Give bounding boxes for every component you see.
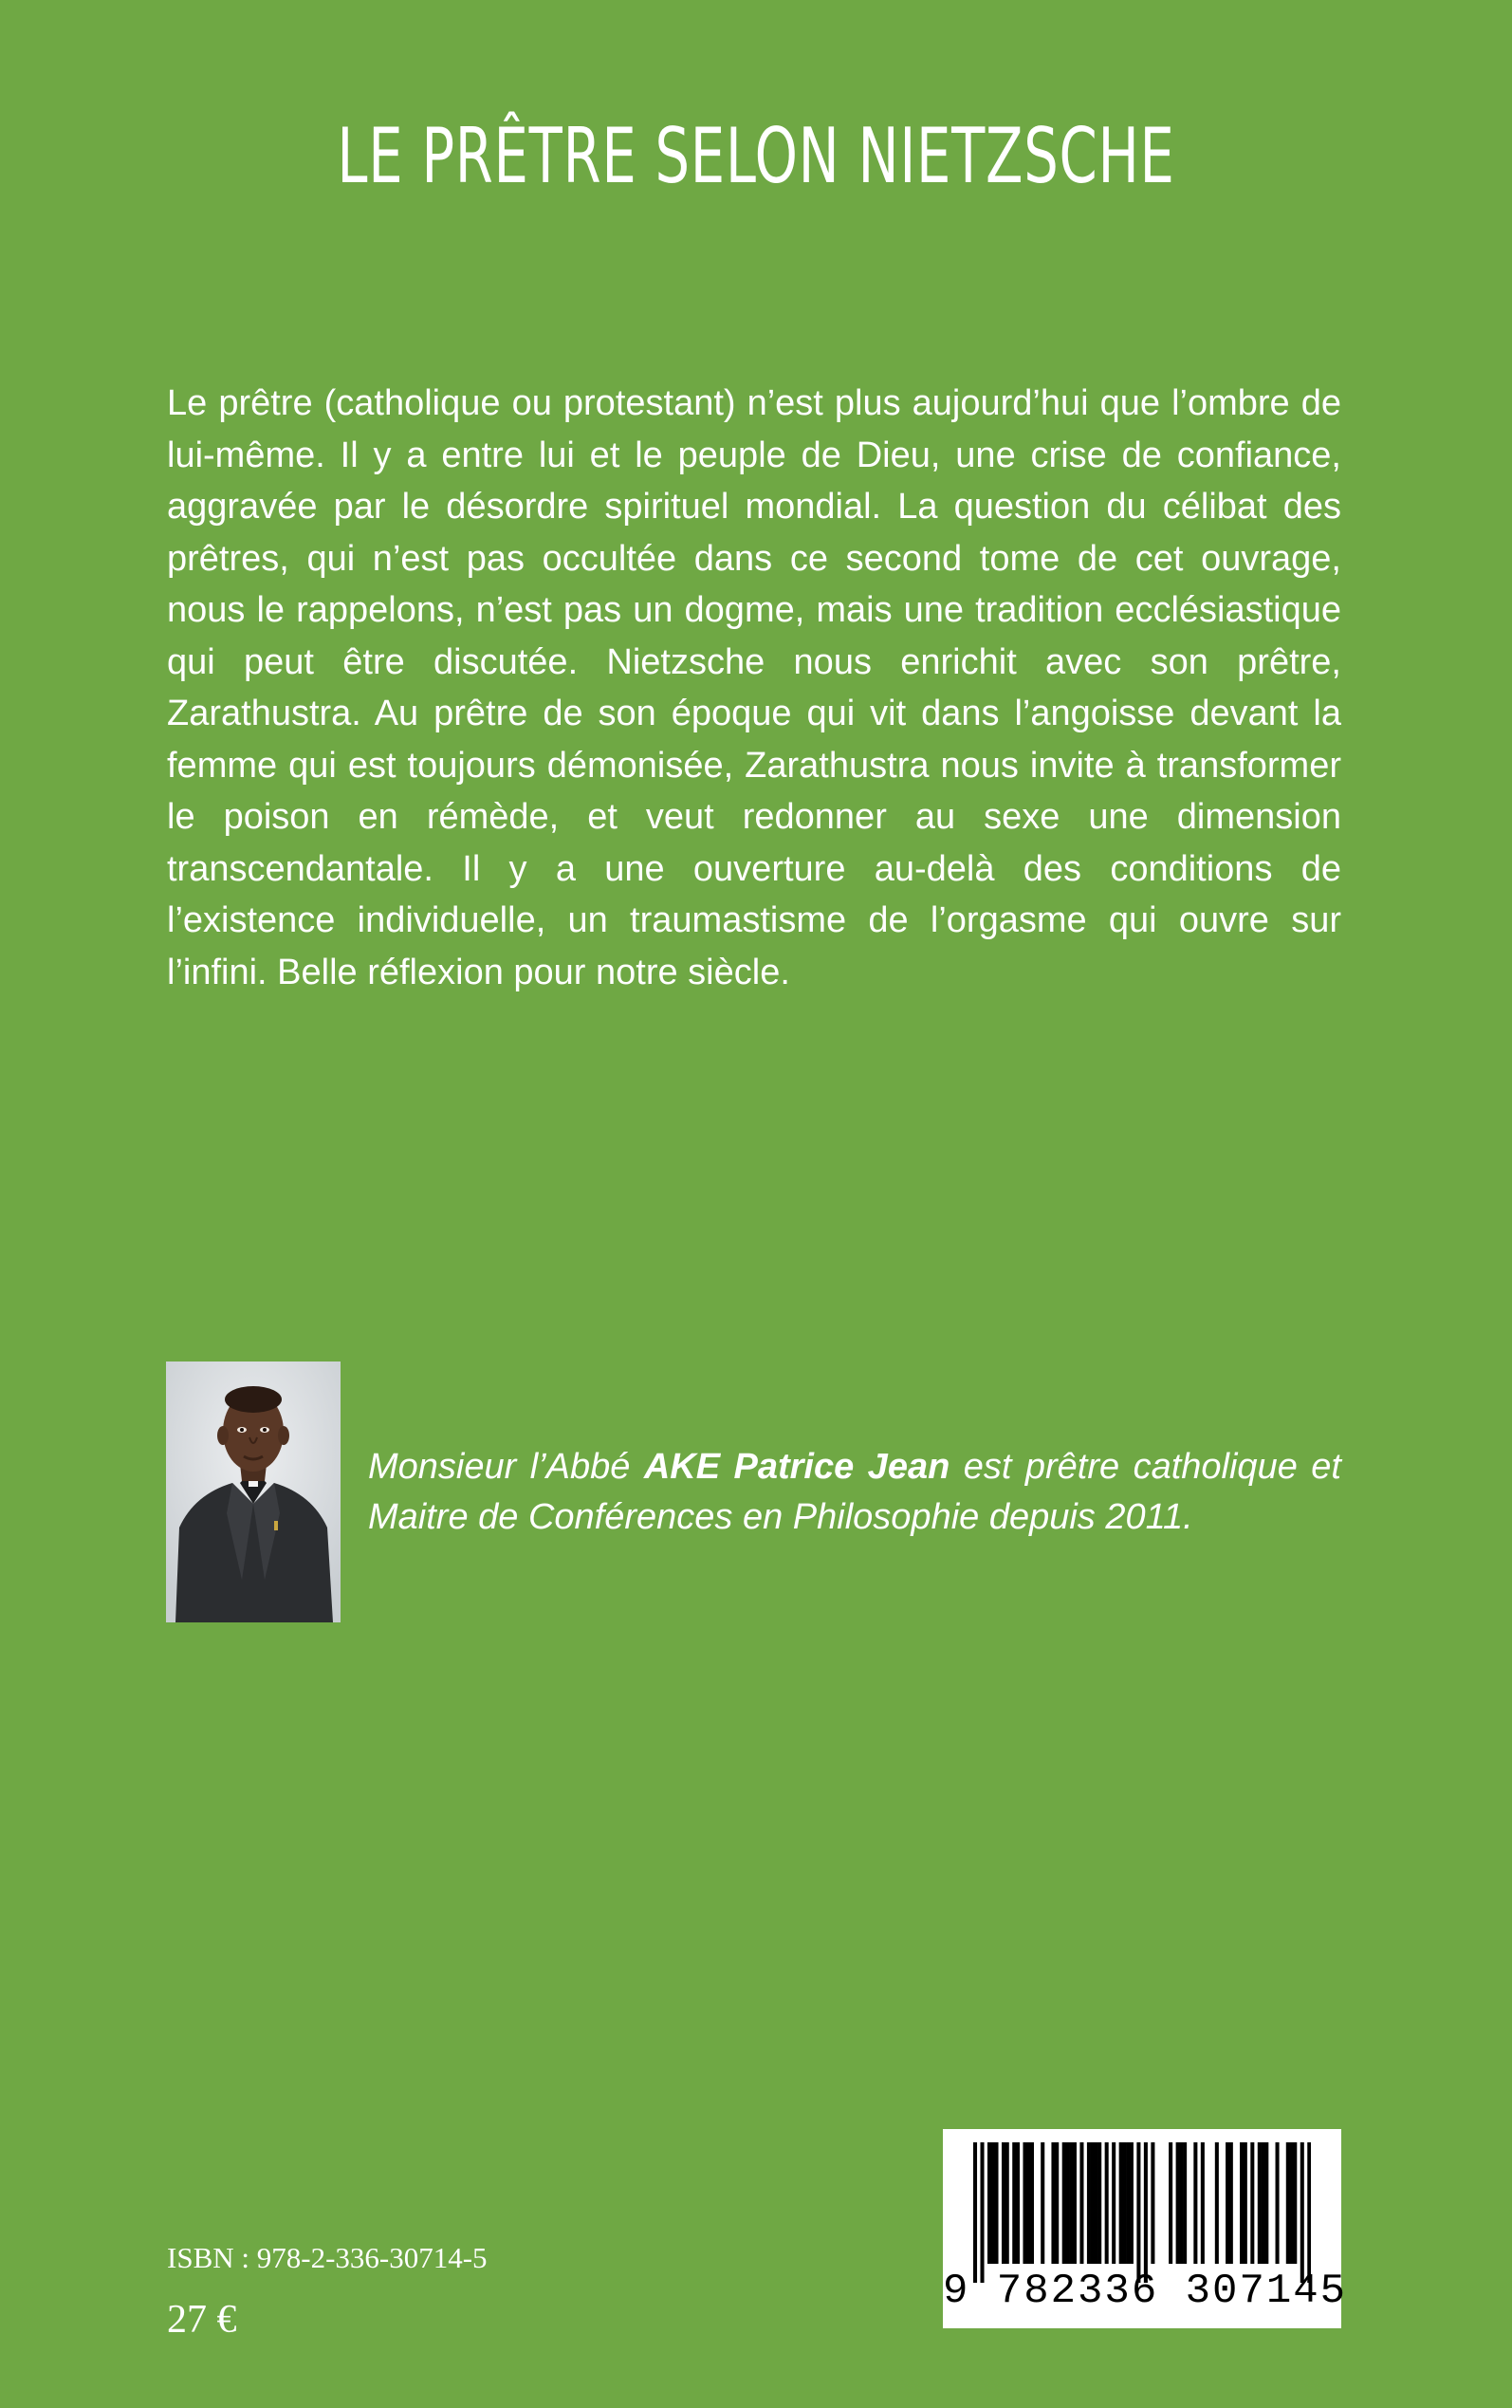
isbn: ISBN : 978-2-336-30714-5 (167, 2241, 488, 2274)
barcode-bar (1244, 2142, 1247, 2264)
barcode-bar (1097, 2142, 1101, 2264)
barcode-bar (1250, 2142, 1254, 2264)
barcode-bar (1151, 2142, 1154, 2264)
barcode-bar (1226, 2142, 1229, 2264)
barcode-bar (994, 2142, 998, 2264)
barcode-bar (1144, 2142, 1148, 2283)
barcode-bar (1264, 2142, 1268, 2264)
barcode-bar (1229, 2142, 1233, 2264)
barcode-bar (1276, 2142, 1280, 2264)
barcode-bar (1286, 2142, 1290, 2264)
barcode-bar (1023, 2142, 1026, 2264)
barcode-bar (1055, 2142, 1059, 2264)
author-portrait-icon (166, 1361, 341, 1622)
barcode-bar (1065, 2142, 1069, 2264)
barcode-bar (1016, 2142, 1020, 2264)
author-name: AKE Patrice Jean (643, 1447, 950, 1487)
book-title: LE PRÊTRE SELON NIETZSCHE (337, 112, 1175, 200)
barcode-bar (1130, 2142, 1134, 2264)
barcode-bar (1073, 2142, 1077, 2264)
barcode-bar (1091, 2142, 1095, 2264)
barcode-bar (1183, 2142, 1187, 2264)
barcode-bar (1201, 2142, 1205, 2264)
barcode-bar (1176, 2142, 1180, 2264)
barcode-bar (1258, 2142, 1262, 2264)
barcode-digits: 9 782336 307145 (943, 2268, 1348, 2315)
barcode-bar (973, 2142, 977, 2283)
barcode-bar (1069, 2142, 1073, 2264)
barcode-bar (1136, 2142, 1140, 2283)
barcode-bar (991, 2142, 995, 2264)
barcode-bar (1307, 2142, 1311, 2283)
barcode-bar (1051, 2142, 1055, 2264)
barcode-bar (1012, 2142, 1016, 2264)
barcode-bar (1041, 2142, 1044, 2264)
barcode-bars (973, 2142, 1311, 2285)
author-bio-suffix: est prêtre catholique et Maitre de Conférences en Philosophie depuis 2011. (368, 1447, 1341, 1537)
barcode-bar (1005, 2142, 1009, 2264)
author-bio (368, 1442, 1341, 1543)
barcode-bar (1094, 2142, 1097, 2264)
barcode-bar (1300, 2142, 1304, 2283)
barcode-bar (1119, 2142, 1123, 2264)
barcode-bar (1105, 2142, 1109, 2264)
barcode-bar (1169, 2142, 1172, 2264)
barcode-bar (1179, 2142, 1183, 2264)
price: 27 € (167, 2298, 237, 2342)
barcode-bar (1126, 2142, 1130, 2264)
barcode-bar (1062, 2142, 1066, 2264)
barcode-bar (1122, 2142, 1126, 2264)
barcode-bar (980, 2142, 984, 2283)
barcode-bar (1030, 2142, 1034, 2264)
barcode-bar (1026, 2142, 1030, 2264)
barcode-bar (1290, 2142, 1294, 2264)
barcode-bar (1079, 2142, 1083, 2264)
barcode-bar (1262, 2142, 1265, 2264)
barcode (943, 2129, 1348, 2328)
barcode-bar (1240, 2142, 1244, 2264)
barcode-bar (1087, 2142, 1091, 2264)
barcode-bar (1112, 2142, 1116, 2264)
author-bio-prefix: Monsieur l’Abbé (368, 1447, 644, 1487)
barcode-bar (1293, 2142, 1297, 2264)
barcode-bar (987, 2142, 991, 2264)
author-photo (166, 1361, 341, 1622)
barcode-bar (1002, 2142, 1005, 2264)
barcode-bar (1193, 2142, 1197, 2264)
barcode-bar (1215, 2142, 1219, 2264)
back-cover-blurb: Le prêtre (catholique ou protestant) n’est plus aujourd’hui que l’ombre de lui-même. Il y a entre lui et le peuple de Dieu, une crise de confiance, aggravée par le désordre spirituel mondial. La question du célibat des prêtres, qui n’est pas occultée dans ce second tome de cet ouvrage, nous le rappelons, n’est pas un dogme, mais une tradition ecclésiastique qui peut être discutée. Nietzsche nous enrichit avec son prêtre, Zarathustra. Au prêtre de son époque qui vit dans l’angoisse devant la femme qui est toujours démonisée, Zarathustra nous invite à transformer le poison en rémède, et veut redonner au sexe une dimension transcendantale. Il y a une ouverture au-delà des conditions de l’existence individuelle, un traumastisme de l’orgasme qui ouvre sur l’infini. Belle réflexion pour notre siècle. (167, 383, 1341, 992)
